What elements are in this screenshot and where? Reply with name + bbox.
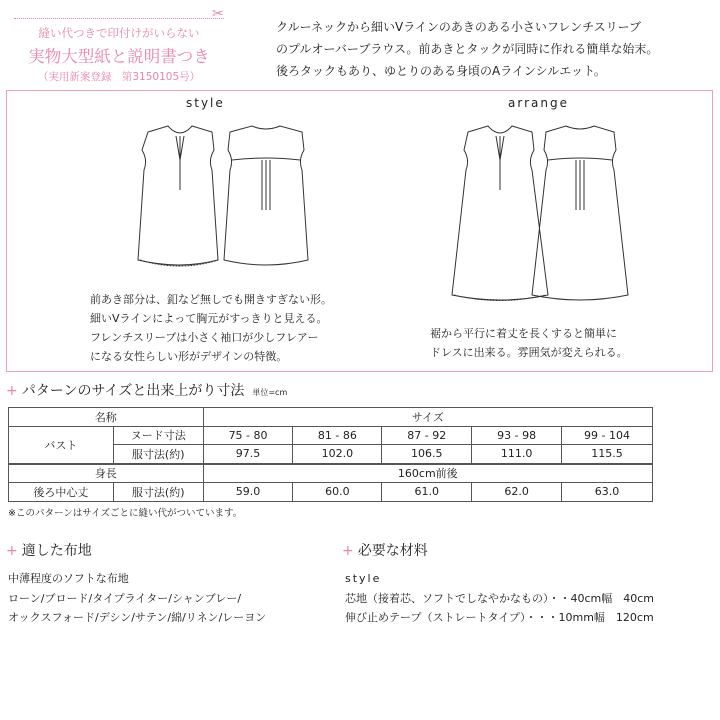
unit-label: 単位=cm bbox=[252, 388, 288, 397]
list-item: 芯地（接着芯、ソフトでしなやかなもの）・・40cm幅 40cm bbox=[345, 591, 655, 605]
note-line: 細いVラインによって胸元がすっきりと見える。 bbox=[90, 312, 328, 325]
height-label: 身長 bbox=[9, 464, 204, 483]
arrange-label: arrange bbox=[508, 96, 569, 110]
cell: 62.0 bbox=[472, 483, 562, 502]
garment-illustrations bbox=[0, 110, 720, 310]
note-line: ドレスに出来る。雰囲気が変えられる。 bbox=[430, 346, 628, 359]
cell: 102.0 bbox=[293, 445, 382, 464]
materials-heading bbox=[342, 540, 428, 560]
cell: 61.0 bbox=[382, 483, 472, 502]
intro-line: のプルオーバーブラウス。前あきとタックが同時に作れる簡単な始末。 bbox=[276, 42, 659, 56]
cell: 93 - 98 bbox=[472, 426, 562, 445]
back-label: 後ろ中心丈 bbox=[9, 483, 114, 502]
badge-line: 縫い代つきで印付けがいらない bbox=[38, 26, 200, 40]
cell: 81 - 86 bbox=[293, 426, 382, 445]
intro-line: 後ろタックもあり、ゆとりのある身頃のAラインシルエット。 bbox=[276, 64, 606, 78]
cell: 115.5 bbox=[562, 445, 653, 464]
table-row bbox=[9, 408, 653, 427]
footnote: ※このパターンはサイズごとに縫い代がついています。 bbox=[8, 508, 243, 519]
cell: 111.0 bbox=[472, 445, 562, 464]
blouse-back-illustration bbox=[224, 126, 308, 265]
cell: 60.0 bbox=[293, 483, 382, 502]
style-label: style bbox=[186, 96, 225, 110]
intro-line: クルーネックから細いVラインのあきのある小さいフレンチスリーブ bbox=[276, 20, 642, 34]
fabric-list bbox=[8, 569, 266, 628]
badge-line: （実用新案登録 第3150105号） bbox=[37, 71, 201, 83]
cell: 99 - 104 bbox=[562, 426, 653, 445]
note-line: フレンチスリーブは小さく袖口が少しフレアー bbox=[90, 331, 319, 344]
pattern-badge bbox=[14, 18, 224, 84]
plus-icon: + bbox=[342, 543, 354, 559]
cell: 106.5 bbox=[382, 445, 472, 464]
fabric-heading bbox=[6, 540, 92, 560]
table-row bbox=[9, 464, 653, 483]
cell: 63.0 bbox=[562, 483, 653, 502]
list-item: オックスフォード/デシン/サテン/綿/リネン/レーヨン bbox=[8, 611, 267, 624]
note-line: 裾から平行に着丈を長くすると簡単に bbox=[430, 327, 617, 340]
section-title: 適した布地 bbox=[21, 543, 92, 559]
list-item: ローン/ブロード/タイプライター/シャンブレー/ bbox=[8, 591, 242, 605]
plus-icon: + bbox=[6, 543, 18, 559]
header-sizes: サイズ bbox=[203, 408, 652, 427]
list-item: 中薄程度のソフトな布地 bbox=[8, 572, 129, 585]
cell: 87 - 92 bbox=[382, 426, 472, 445]
cell: 97.5 bbox=[203, 445, 293, 464]
height-value: 160cm前後 bbox=[203, 464, 652, 483]
note-line: になる女性らしい形がデザインの特徴。 bbox=[90, 350, 288, 363]
list-item: style bbox=[345, 572, 382, 585]
blouse-front-illustration bbox=[138, 126, 218, 266]
nude-label: ヌード寸法 bbox=[113, 426, 203, 445]
arrange-notes bbox=[430, 324, 628, 362]
style-notes bbox=[90, 290, 332, 366]
dress-front-illustration bbox=[452, 126, 548, 301]
cell: 75 - 80 bbox=[203, 426, 293, 445]
table-row bbox=[9, 426, 653, 445]
cell: 59.0 bbox=[203, 483, 293, 502]
table-row bbox=[9, 483, 653, 502]
scissors-icon: ✂ bbox=[212, 6, 224, 22]
materials-list bbox=[345, 569, 654, 628]
badge-line: 実物大型紙と説明書つき bbox=[28, 47, 210, 66]
garment-label: 服寸法(約) bbox=[113, 483, 203, 502]
section-title: パターンのサイズと出来上がり寸法 bbox=[21, 383, 245, 399]
section-title: 必要な材料 bbox=[357, 543, 428, 559]
list-item: 伸び止めテープ（ストレートタイプ）・・・10mm幅 120cm bbox=[345, 611, 654, 624]
size-table bbox=[8, 407, 653, 502]
intro-text bbox=[276, 16, 716, 82]
dress-back-illustration bbox=[532, 126, 628, 300]
size-section-heading bbox=[6, 380, 287, 400]
garment-label: 服寸法(約) bbox=[113, 445, 203, 464]
plus-icon: + bbox=[6, 383, 18, 399]
header-name: 名称 bbox=[9, 408, 204, 427]
note-line: 前あき部分は、釦など無しでも開きすぎない形。 bbox=[90, 293, 332, 306]
bust-label: バスト bbox=[9, 426, 114, 464]
